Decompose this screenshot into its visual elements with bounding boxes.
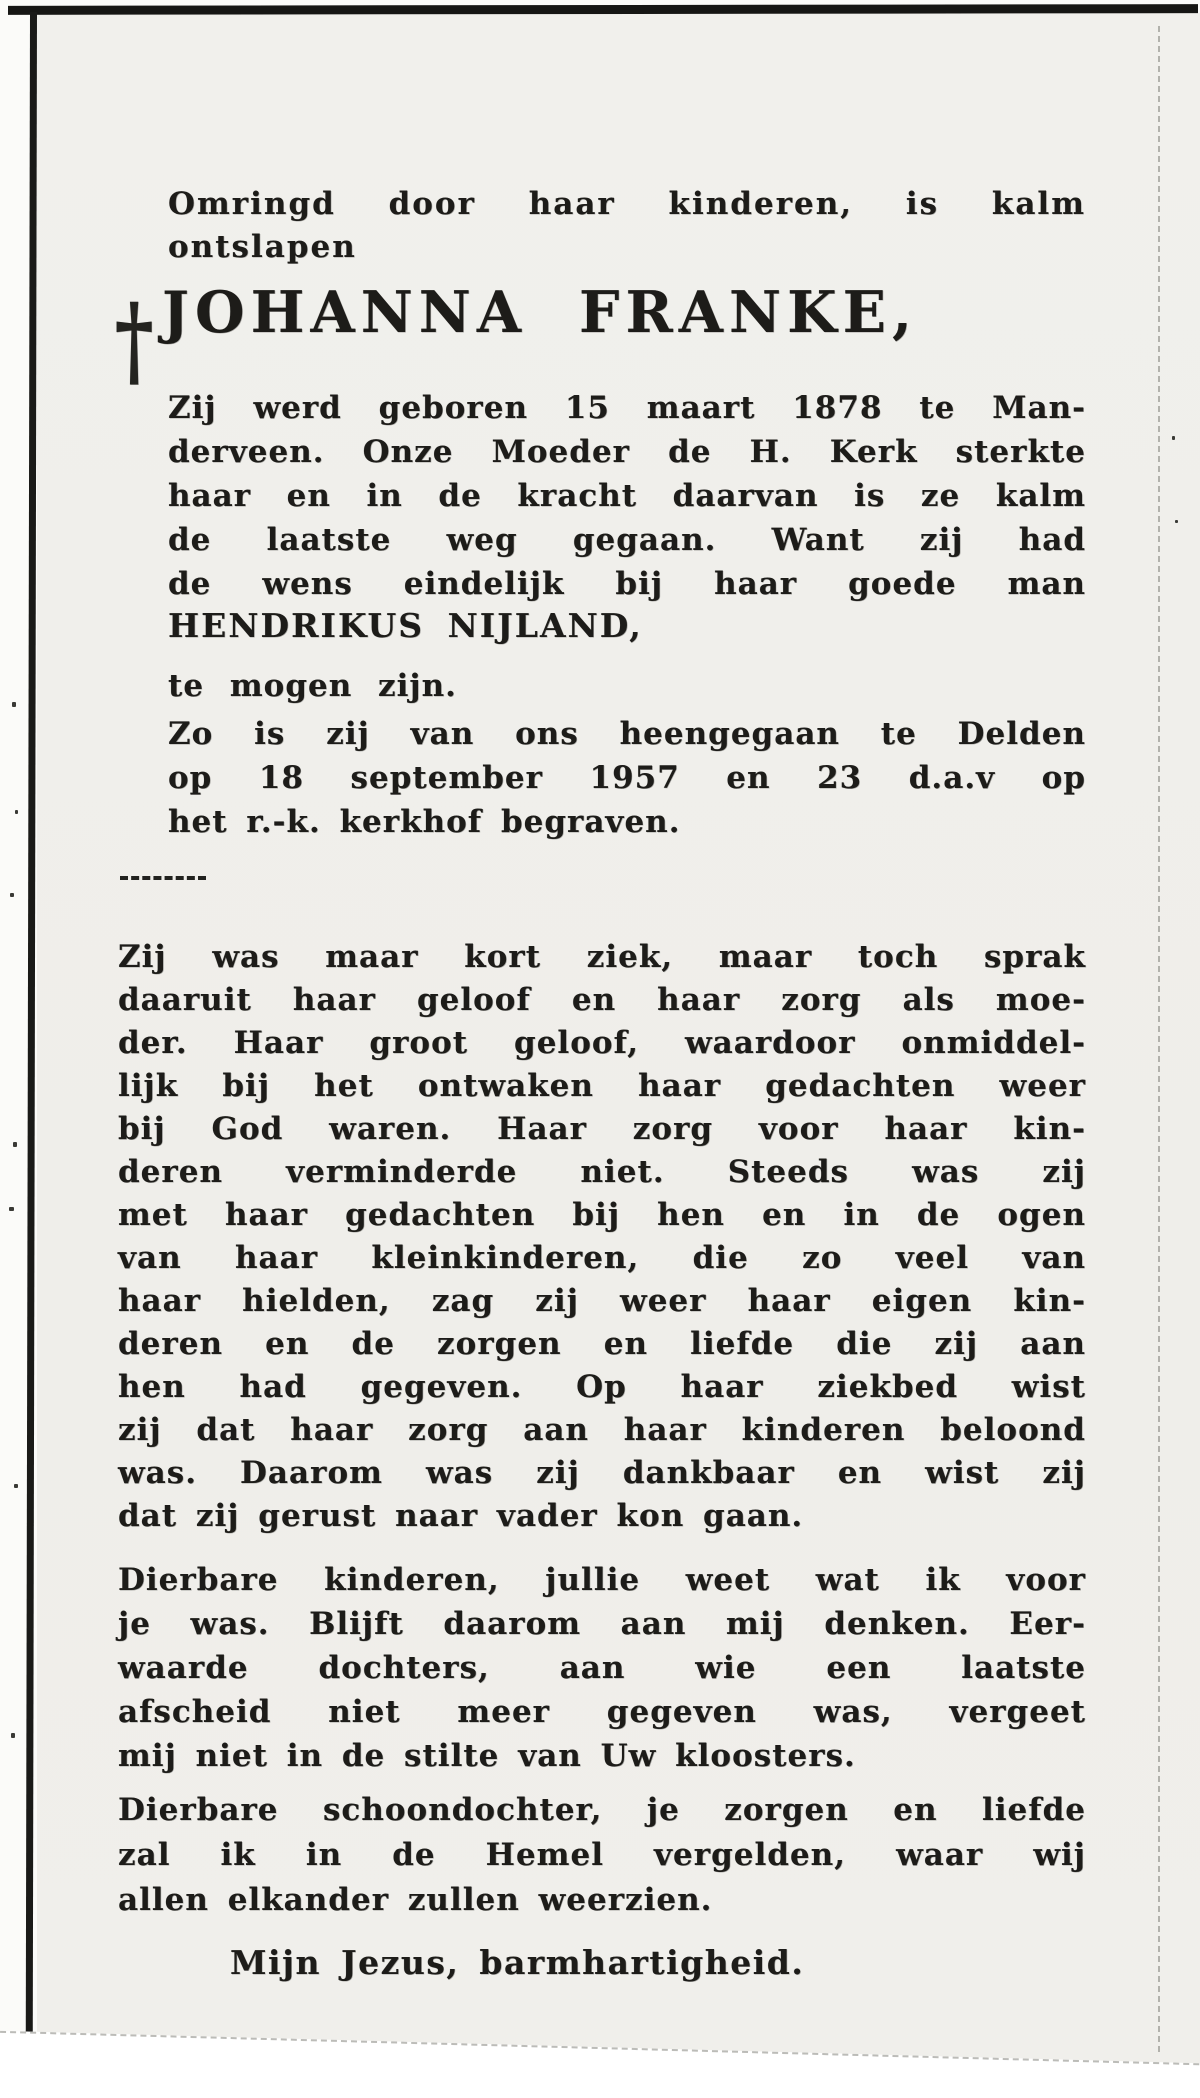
text-line: Dierbare kinderen, jullie weet wat ik voor [118, 1562, 1086, 1598]
text-line: deren en de zorgen en liefde die zij aan [118, 1326, 1086, 1362]
husband-name: HENDRIKUS NIJLAND, [168, 606, 643, 645]
text-line: Zij werd geboren 15 maart 1878 te Man- [168, 390, 1086, 426]
text-line: Dierbare schoondochter, je zorgen en liefde [118, 1792, 1086, 1828]
death-paragraph [168, 712, 1086, 844]
text-line: zal ik in de Hemel vergelden, waar wij [118, 1837, 1086, 1873]
scan-speck [11, 1733, 15, 1738]
top-border-line [8, 4, 1198, 15]
text-line: was. Daarom was zij dankbaar en wist zij [118, 1455, 1086, 1491]
husband-suffix: te mogen zijn. [168, 668, 457, 704]
text-line: hen had gegeven. Op haar ziekbed wist [118, 1369, 1086, 1405]
text-line: ontslapen [168, 229, 357, 265]
eulogy-paragraph-2 [118, 1558, 1086, 1778]
scan-speck [12, 702, 16, 707]
intro-text [168, 183, 1086, 269]
text-line: je was. Blijft daarom aan mij denken. Eer- [118, 1606, 1086, 1642]
scan-speck [1175, 520, 1178, 523]
deceased-name: JOHANNA FRANKE, [162, 279, 918, 346]
text-line: haar en in de kracht daarvan is ze kalm [168, 478, 1086, 514]
text-line: zij dat haar zorg aan haar kinderen beloond [118, 1412, 1086, 1448]
eulogy-paragraph-3 [118, 1788, 1086, 1923]
text-line: bij God waren. Haar zorg voor haar kin- [118, 1111, 1086, 1147]
text-line: de laatste weg gegaan. Want zij had [168, 522, 1086, 558]
section-divider [120, 876, 206, 880]
text-line: het r.-k. kerkhof begraven. [168, 804, 681, 840]
text-line: Omringd door haar kinderen, is kalm [168, 186, 1086, 222]
text-line: met haar gedachten bij hen en in de ogen [118, 1197, 1086, 1233]
text-line: Zo is zij van ons heengegaan te Delden [168, 716, 1086, 752]
text-line: daaruit haar geloof en haar zorg als moe- [118, 982, 1086, 1018]
text-line: haar hielden, zag zij weer haar eigen kin- [118, 1283, 1086, 1319]
birth-paragraph [168, 386, 1086, 606]
text-line: lijk bij het ontwaken haar gedachten weer [118, 1068, 1086, 1104]
scan-speck [9, 1207, 14, 1211]
text-line: der. Haar groot geloof, waardoor onmiddel- [118, 1025, 1086, 1061]
scan-speck [1172, 436, 1175, 440]
text-line: Zij was maar kort ziek, maar toch sprak [118, 939, 1086, 975]
scan-speck [15, 810, 18, 814]
text-line: op 18 september 1957 en 23 d.a.v op [168, 760, 1086, 796]
scan-speck [14, 1484, 18, 1488]
text-line: van haar kleinkinderen, die zo veel van [118, 1240, 1086, 1276]
eulogy-paragraph-1 [118, 936, 1086, 1538]
text-line: waarde dochters, aan wie een laatste [118, 1650, 1086, 1686]
text-line: mij niet in de stilte van Uw kloosters. [118, 1738, 856, 1774]
cross-icon: † [114, 281, 154, 399]
text-line: allen elkander zullen weerzien. [118, 1882, 713, 1918]
text-line: dat zij gerust naar vader kon gaan. [118, 1498, 804, 1534]
scan-speck [10, 893, 14, 897]
text-line: derveen. Onze Moeder de H. Kerk sterkte [168, 434, 1086, 470]
scan-speck [13, 1142, 17, 1147]
left-border-line [26, 12, 37, 2032]
right-dashed-edge [1158, 26, 1160, 2052]
text-line: de wens eindelijk bij haar goede man [168, 566, 1086, 602]
text-line: afscheid niet meer gegeven was, vergeet [118, 1694, 1086, 1730]
text-line: deren verminderde niet. Steeds was zij [118, 1154, 1086, 1190]
closing-prayer: Mijn Jezus, barmhartigheid. [230, 1943, 805, 1982]
